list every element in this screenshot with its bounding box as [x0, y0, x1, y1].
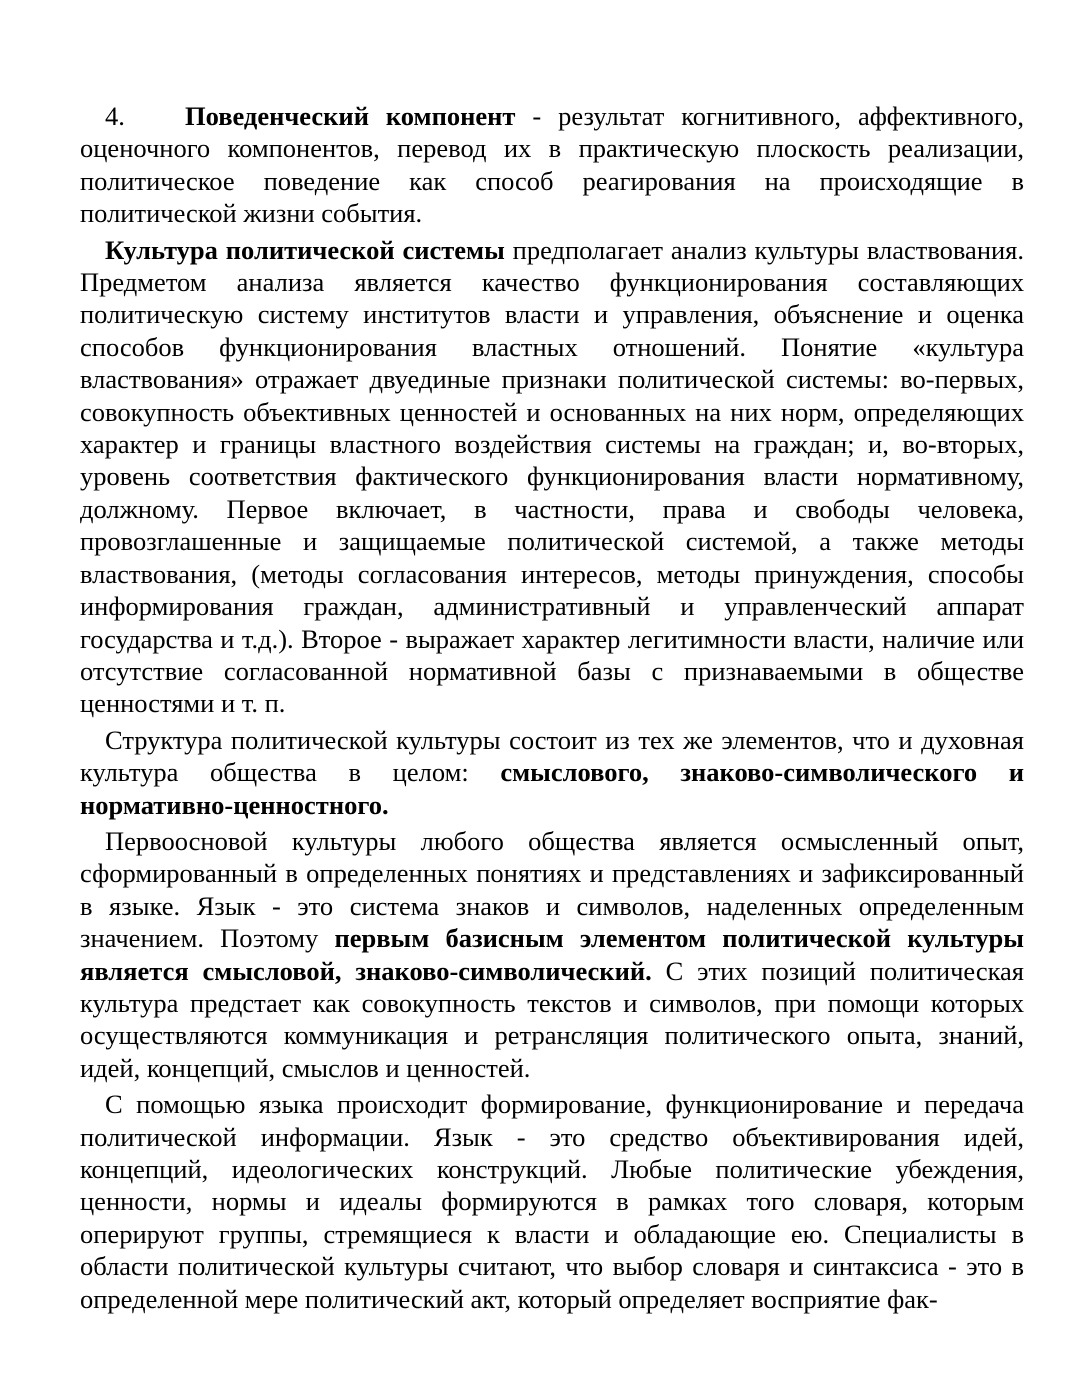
list-number: 4.	[105, 101, 125, 131]
bold-term: смыслового, знаково-символического и нормативно-ценностного.	[80, 757, 1024, 820]
paragraph-text: С помощью языка происходит формирование, функционирование и передача политической информации. Язык - это средство объективирования идей, концепций, идеологических конструкций. Любые политические убеждения, ценности, нормы и идеалы формируются в рамках того словаря, которым оперируют группы, стремящиеся к власти и обладающие ею. Специалисты в области политической культуры считают, что выбор словаря и синтаксиса - это в определенной мере политический акт, который определяет восприятие фак-	[80, 1089, 1024, 1314]
paragraph-first-element	[80, 825, 1024, 1084]
paragraph-structure	[80, 724, 1024, 821]
bold-term: Культура политической системы	[105, 234, 505, 265]
paragraph-political-system-culture	[80, 234, 1024, 720]
paragraph-text: Структура политической культуры состоит из тех же элементов, что и духовная культура общества в целом:	[80, 724, 1024, 788]
paragraph-text: предполагает анализ культуры властвования. Предметом анализа является качество функционирования составляющих политическую систему институтов власти и управления, объяснение и оценка способов функционирования властных отношений. Понятие «культура властвования» отражает двуединые признаки политической системы: во-первых, совокупность объективных ценностей и основанных на них норм, определяющих характер и границы властного воздействия системы на граждан; и, во-вторых, уровень соответствия фактического функционирования власти нормативному, должному. Первое включает, в частности, права и свободы человека, провозглашенные и защищаемые политической системой, а также методы властвования, (методы согласования интересов, методы принуждения, способы информирования граждан, административный и управленческий аппарат государства и т.д.). Второе - выражает характер легитимности власти, наличие или отсутствие согласованной нормативной базы с признаваемыми в обществе ценностями и т. п.	[80, 234, 1024, 719]
paragraph-text: Первоосновой культуры любого общества является осмысленный опыт, сформированный в определенных понятиях и представлениях и зафиксированный в языке. Язык - это система знаков и символов, наделенных определенным значением. Поэтому	[80, 825, 1024, 954]
bold-term: Поведенческий компонент	[185, 101, 516, 131]
paragraph-text-continued: С этих позиций политическая культура предстает как совокупность текстов и символов, при помощи которых осуществляются коммуникация и ретрансляция политического опыта, знаний, идей, концепций, смыслов и ценностей.	[80, 955, 1024, 1083]
paragraph-language	[80, 1088, 1024, 1315]
paragraph-text: - результат когнитивного, аффективного, оценочного компонентов, перевод их в практическую плоскость реализации, политическое поведение как способ реагирования на происходящие в политической жизни события.	[80, 101, 1024, 229]
document-page	[80, 100, 1024, 1319]
bold-term: первым базисным элементом политической культуры является смысловой, знаково-символический.	[80, 923, 1024, 986]
paragraph-behavioral-component	[80, 100, 1024, 230]
